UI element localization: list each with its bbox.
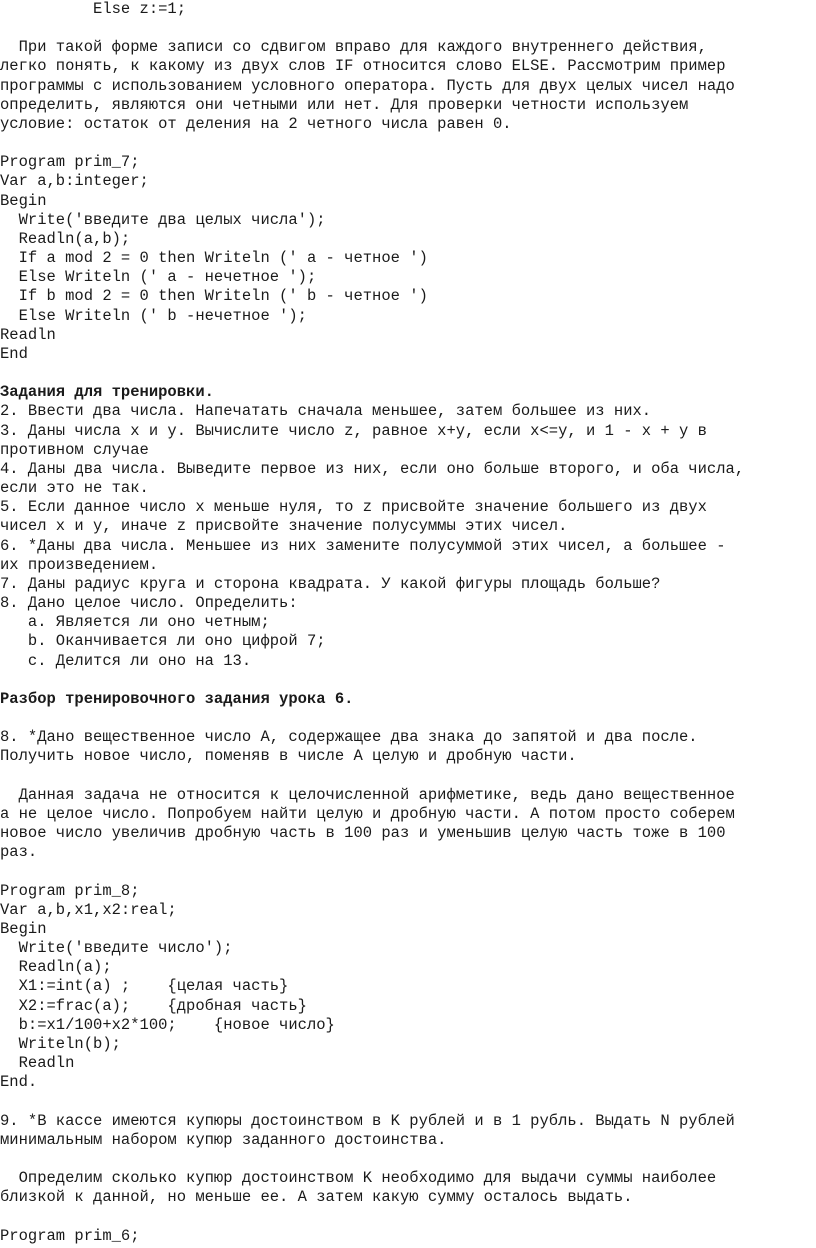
paragraph-line: близкой к данной, но меньше ее. А затем какую сумму осталось выдать. [0,1188,633,1206]
section-heading: Задания для тренировки. [0,383,214,401]
task-line: минимальным набором купюр заданного достоинства. [0,1131,447,1149]
code-line: Else Writeln (' b -нечетное '); [0,307,307,325]
code-line: Var a,b,x1,x2:real; [0,901,177,919]
code-line: X2:=frac(a); {дробная часть} [0,997,307,1015]
paragraph-line: Определим сколько купюр достоинством K необходимо для выдачи суммы наиболее [0,1169,717,1187]
paragraph-line: новое число увеличив дробную часть в 100 раз и уменьшив целую часть тоже в 100 [0,824,726,842]
task-line: 8. Дано целое число. Определить: [0,594,298,612]
task-line: их произведением. [0,556,159,574]
code-line: Write('введите два целых числа'); [0,211,326,229]
code-line: Readln(a,b); [0,230,131,248]
task-line: 9. *В кассе имеются купюры достоинством в K рублей и в 1 рубль. Выдать N рублей [0,1112,735,1130]
paragraph-line: условие: остаток от деления на 2 четного числа равен 0. [0,115,512,133]
paragraph-line: Данная задача не относится к целочисленной арифметике, ведь дано вещественное [0,786,735,804]
task-subitem: a. Является ли оно четным; [0,613,270,631]
code-line: Var a,b:integer; [0,172,149,190]
task-subitem: c. Делится ли оно на 13. [0,652,252,670]
task-line: 7. Даны радиус круга и сторона квадрата. У какой фигуры площадь больше? [0,575,661,593]
paragraph-line: легко понять, к какому из двух слов IF относится слово ELSE. Рассмотрим пример [0,57,726,75]
task-line: 4. Даны два числа. Выведите первое из них, если оно больше второго, и оба числа, [0,460,745,478]
code-line: b:=x1/100+x2*100; {новое число} [0,1016,335,1034]
code-line: Else z:=1; [0,0,187,18]
task-line: 8. *Дано вещественное число А, содержащее два знака до запятой и два после. [0,728,698,746]
code-line: Program prim_8; [0,882,140,900]
code-line: Else Writeln (' a - нечетное '); [0,268,317,286]
code-line: End. [0,1073,38,1091]
code-line: Readln(a); [0,958,112,976]
task-line: если это не так. [0,479,149,497]
paragraph-line: программы с использованием условного оператора. Пусть для двух целых чисел надо [0,77,735,95]
section-heading: Разбор тренировочного задания урока 6. [0,690,354,708]
code-line: Program prim_6; [0,1227,140,1245]
task-line: 6. *Даны два числа. Меньшее из них замените полусуммой этих чисел, а большее - [0,537,726,555]
code-line: If a mod 2 = 0 then Writeln (' a - четное ') [0,249,428,267]
task-line: Получить новое число, поменяв в числе А целую и дробную части. [0,747,577,765]
code-line: Write('введите число'); [0,939,233,957]
code-line: Readln [0,326,56,344]
task-subitem: b. Оканчивается ли оно цифрой 7; [0,632,326,650]
paragraph-line: При такой форме записи со сдвигом вправо для каждого внутреннего действия, [0,38,707,56]
task-line: противном случае [0,441,149,459]
code-line: Begin [0,920,47,938]
code-line: Readln [0,1054,75,1072]
task-line: 2. Ввести два числа. Напечатать сначала меньшее, затем большее из них. [0,402,652,420]
code-line: X1:=int(a) ; {целая часть} [0,977,289,995]
code-line: Writeln(b); [0,1035,121,1053]
code-line: Program prim_7; [0,153,140,171]
task-line: 5. Если данное число x меньше нуля, то z присвойте значение большего из двух [0,498,707,516]
code-line: End [0,345,28,363]
code-line: Begin [0,192,47,210]
task-line: чисел x и y, иначе z присвойте значение полусуммы этих чисел. [0,517,568,535]
paragraph-line: раз. [0,843,38,861]
code-line: If b mod 2 = 0 then Writeln (' b - четное ') [0,287,428,305]
paragraph-line: определить, являются они четными или нет. Для проверки четности используем [0,96,689,114]
task-line: 3. Даны числа x и y. Вычислите число z, равное x+y, если x<=y, и 1 - x + y в [0,422,707,440]
paragraph-line: а не целое число. Попробуем найти целую и дробную части. А потом просто соберем [0,805,735,823]
